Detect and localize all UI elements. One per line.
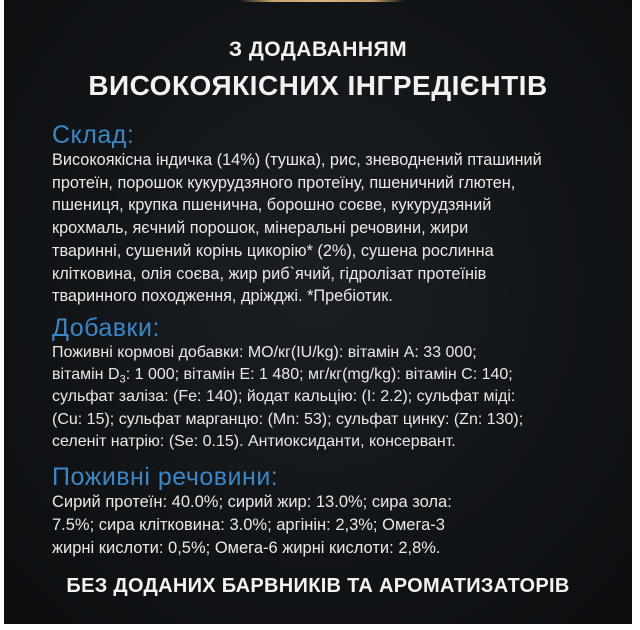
composition-text [52, 149, 592, 308]
footer-claim: БЕЗ ДОДАНИХ БАРВНИКІВ ТА АРОМАТИЗАТОРІВ [66, 575, 570, 597]
composition-line: крохмаль, яєчний порошок, мінеральні речовини, жири [52, 219, 469, 238]
additives-line: Поживні кормові добавки: МО/кг(IU/kg): вітамін А: 33 000; [52, 344, 477, 361]
composition-section [52, 122, 592, 308]
composition-line: пшениця, крупка пшенична, борошно соєве, кукурудзяний [52, 196, 492, 215]
nutrients-text [52, 491, 592, 560]
additives-line-rest: : 1 000; вітамін Е: 1 480; мг/кг(mg/kg): вітамін С: 140; [125, 366, 513, 384]
header-subtitle: З ДОДАВАННЯМ [228, 38, 408, 61]
composition-line: клітковина, олія соєва, жир риб`ячий, гідролізат протеїнів [52, 264, 487, 283]
nutrients-line: Сирий протеїн: 40.0%; сирий жир: 13.0%; сира зола: [52, 493, 452, 511]
composition-line: протеїн, порошок кукурудзяного протеїну, пшеничний глютен, [52, 173, 516, 192]
additives-title: Добавки: [52, 314, 160, 342]
additives-text [52, 342, 592, 453]
vitamin-d-label: вітамін D [52, 366, 120, 384]
composition-line: Високоякісна індичка (14%) (тушка), рис, зневоднений пташиний [52, 151, 542, 169]
label-panel [4, 0, 632, 624]
composition-line: тваринного походження, дріжджі. *Пребіотик. [52, 287, 393, 306]
composition-line: тваринні, сушений корінь цикорію* (2%), сушена рослинна [52, 241, 494, 260]
nutrients-section [52, 464, 592, 560]
header-title: ВИСОКОЯКІСНИХ ІНГРЕДІЄНТІВ [88, 70, 548, 101]
additives-line: (Cu: 15); сульфат марганцю: (Mn: 53); сульфат цинку: (Zn: 130); [52, 410, 524, 428]
additives-line: сульфат заліза: (Fe: 140); йодат кальцію: (I: 2.2); сульфат міді: [52, 388, 516, 406]
additives-line: селеніт натрію: (Se: 0.15). Антиоксиданти, консервант. [52, 432, 456, 450]
nutrients-line: жирні кислоти: 0,5%; Омега-6 жирні кислоти: 2,8%. [52, 539, 441, 557]
nutrients-title: Поживні речовини: [52, 463, 279, 491]
vitamin-d-subscript: 3 [119, 373, 126, 386]
composition-title: Склад: [52, 121, 135, 149]
nutrients-line: 7.5%; сира клітковина: 3.0%; аргінін: 2,3%; Омега-3 [52, 516, 445, 534]
additives-section [52, 315, 592, 453]
gold-accent-line [239, 0, 405, 2]
additives-line [52, 364, 592, 386]
